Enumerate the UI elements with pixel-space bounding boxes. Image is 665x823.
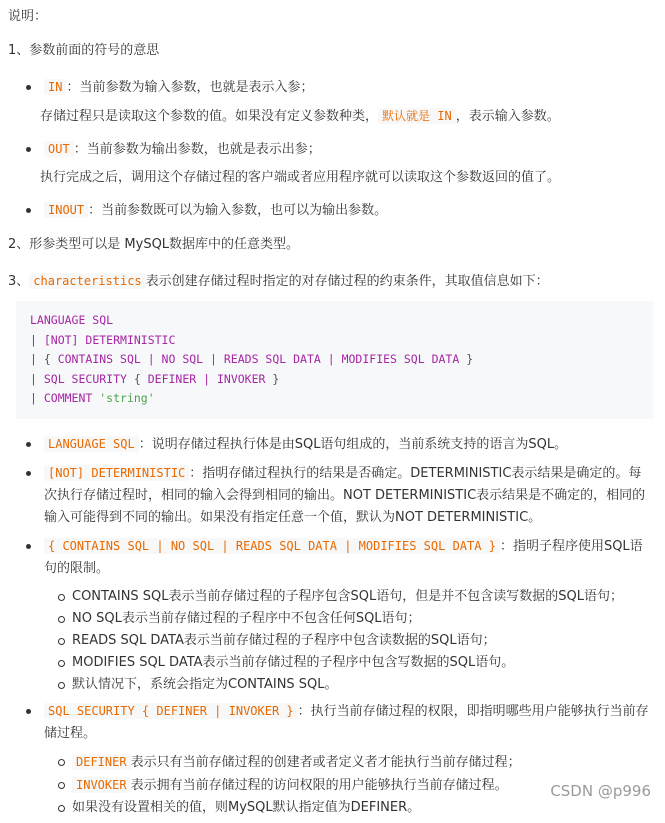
list-item-inout	[8, 199, 653, 222]
list-item-language	[8, 433, 653, 456]
deterministic-code: [NOT] DETERMINISTIC	[44, 465, 189, 481]
code-comment: COMMENT	[43, 391, 100, 405]
code-pipe: | {	[30, 352, 58, 366]
definer-text: 表示只有当前存储过程的创建者或者定义者才能执行当前存储过程；	[130, 754, 521, 770]
section-3-text: 表示创建存储过程时指定的对存储过程的约束条件，其取值信息如下：	[145, 274, 549, 289]
code-language-sql: LANGUAGE SQL	[30, 313, 114, 327]
definer-code: DEFINER	[72, 754, 131, 770]
inout-code: INOUT	[44, 202, 88, 218]
list-item-out	[8, 138, 653, 161]
in-code: IN	[44, 79, 66, 95]
contains-text: ：指明子程序使用SQL语句的限制。	[44, 538, 643, 576]
code-definer-invoker: DEFINER | INVOKER	[147, 371, 266, 386]
heading: 说明：	[8, 9, 48, 24]
in-para-pre: 存储过程只是读取这个参数的值。如果没有定义参数种类，	[40, 109, 379, 124]
code-pipe: |	[30, 332, 44, 347]
section-1-title: 1、参数前面的符号的意思	[8, 43, 160, 58]
inout-text: ：当前参数既可以为输入参数，也可以为输出参数。	[88, 203, 388, 218]
code-contains: CONTAINS SQL | NO SQL | READS SQL DATA | MODIFIES SQL DATA	[57, 352, 460, 366]
language-code: LANGUAGE SQL	[44, 436, 139, 452]
out-text: ：当前参数为输出参数，也就是表示出参；	[73, 142, 321, 157]
code-line-4	[30, 370, 639, 390]
invoker-code: INVOKER	[72, 777, 131, 793]
out-paragraph: 执行完成之后，调用这个存储过程的客户端或者应用程序就可以读取这个参数返回的值了。	[40, 170, 561, 185]
param-mode-list	[8, 76, 653, 99]
code-line-2	[30, 331, 639, 351]
list-item-in	[8, 76, 653, 99]
in-text: ：当前参数为输入参数，也就是表示入参；	[66, 80, 314, 95]
in-para-post: ，表示输入参数。	[455, 109, 560, 124]
code-deterministic: [NOT] DETERMINISTIC	[43, 332, 176, 347]
security-code: SQL SECURITY { DEFINER | INVOKER }	[44, 703, 298, 719]
sub-item-modifies-sql: MODIFIES SQL DATA表示当前存储过程的子程序中包含写数据的SQL语句。	[72, 652, 653, 674]
out-code: OUT	[44, 141, 74, 157]
security-text: ：执行当前存储过程的权限，即指明哪些用户能够执行当前存储过程。	[44, 703, 649, 741]
security-list	[8, 700, 653, 745]
param-mode-list-inout	[8, 199, 653, 222]
sub-item-contains-sql: CONTAINS SQL表示当前存储过程的子程序包含SQL语句，但是并不包含读写数据的SQL语句；	[72, 586, 653, 608]
sub-item-no-sql: NO SQL表示当前存储过程的子程序中不包含任何SQL语句；	[72, 608, 653, 630]
in-paragraph	[8, 105, 653, 128]
section-2-title: 2、形参类型可以是 MySQL数据库中的任意类型。	[8, 237, 300, 252]
language-text: ：说明存储过程执行体是由SQL语句组成的，当前系统支持的语言为SQL。	[138, 436, 568, 452]
code-brace: }	[265, 371, 280, 386]
code-line-1	[30, 311, 639, 331]
code-brace: }	[459, 352, 474, 366]
csdn-watermark: CSDN @p996	[550, 782, 651, 800]
code-pipe: |	[30, 371, 44, 386]
list-item-contains	[8, 535, 653, 580]
in-para-code: 默认就是 IN	[378, 108, 456, 124]
characteristics-list	[8, 433, 653, 580]
code-line-5	[30, 389, 639, 409]
invoker-text: 表示拥有当前存储过程的访问权限的用户能够执行当前存储过程。	[130, 777, 508, 793]
document	[8, 6, 653, 823]
characteristics-code: characteristics	[29, 273, 145, 289]
sub-item-security-default: 如果没有设置相关的值，则MySQL默认指定值为DEFINER。	[72, 797, 653, 819]
list-item-security	[8, 700, 653, 745]
code-sql-security: SQL SECURITY	[43, 371, 127, 386]
code-string: 'string'	[99, 391, 155, 405]
sub-item-default: 默认情况下，系统会指定为CONTAINS SQL。	[72, 674, 653, 696]
sub-item-reads-sql: READS SQL DATA表示当前存储过程的子程序中包含读数据的SQL语句；	[72, 630, 653, 652]
code-block	[16, 301, 653, 419]
deterministic-text: ：指明存储过程执行的结果是否确定。DETERMINISTIC表示结果是确定的。每次执行存储过程时，相同的输入会得到相同的输出。NOT DETERMINISTIC表示结果是不确定的，相同的输入可能得到不同的输出。如果没有指定任意一个值，默认为NOT DETERMINISTIC。	[44, 465, 646, 525]
code-line-3	[30, 350, 639, 370]
code-pipe: |	[30, 391, 44, 405]
contains-code: { CONTAINS SQL | NO SQL | READS SQL DATA | MODIFIES SQL DATA }	[44, 538, 500, 554]
section-3-prefix: 3、	[8, 274, 30, 289]
sub-item-definer	[72, 751, 653, 774]
param-mode-list-out	[8, 138, 653, 161]
contains-sub-list	[8, 586, 653, 696]
code-brace: {	[126, 371, 148, 386]
list-item-deterministic	[8, 462, 653, 529]
section-3-title	[8, 270, 653, 293]
